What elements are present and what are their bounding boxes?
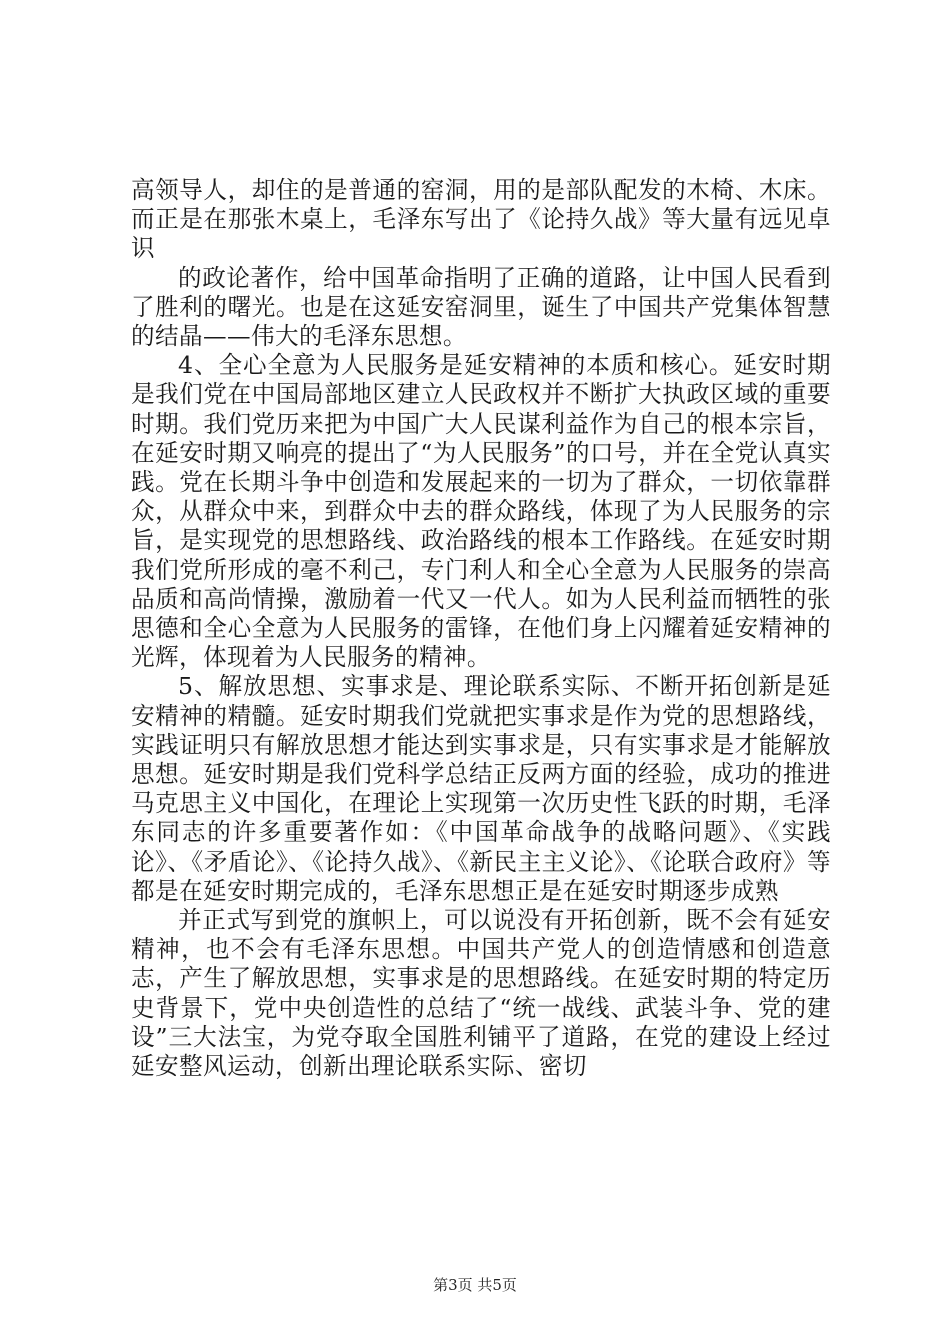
- paragraph: 并正式写到党的旗帜上，可以说没有开拓创新，既不会有延安精神，也不会有毛泽东思想。中国共产党人的创造情感和创造意志，产生了解放思想，实事求是的思想路线。在延安时期的特定历史背景下，党中央创造性的总结了“统一战线、武装斗争、党的建设”三大法宝，为党夺取全国胜利铺平了道路，在党的建设上经过延安整风运动，创新出理论联系实际、密切: [131, 906, 831, 1081]
- document-body: [131, 176, 831, 1081]
- paragraph-continuation: 高领导人，却住的是普通的窑洞，用的是部队配发的木椅、木床。而正是在那张木桌上，毛泽东写出了《论持久战》等大量有远见卓识: [131, 176, 831, 263]
- paragraph: 的政论著作，给中国革命指明了正确的道路，让中国人民看到了胜利的曙光。也是在这延安窑洞里，诞生了中国共产党集体智慧的结晶——伟大的毛泽东思想。: [131, 263, 831, 351]
- paragraph-point-4: 4、全心全意为人民服务是延安精神的本质和核心。延安时期是我们党在中国局部地区建立人民政权并不断扩大执政区域的重要时期。我们党历来把为中国广大人民谋利益作为自己的根本宗旨，在延安时期又响亮的提出了“为人民服务”的口号，并在全党认真实践。党在长期斗争中创造和发展起来的一切为了群众，一切依靠群众，从群众中来，到群众中去的群众路线，体现了为人民服务的宗旨，是实现党的思想路线、政治路线的根本工作路线。在延安时期我们党所形成的毫不利己，专门利人和全心全意为人民服务的崇高品质和高尚情操，激励着一代又一代人。如为人民利益而牺牲的张思德和全心全意为人民服务的雷锋，在他们身上闪耀着延安精神的光辉，体现着为人民服务的精神。: [131, 351, 831, 672]
- page-number-footer: 第3页 共5页: [433, 1276, 517, 1294]
- paragraph-point-5: 5、解放思想、实事求是、理论联系实际、不断开拓创新是延安精神的精髓。延安时期我们党就把实事求是作为党的思想路线，实践证明只有解放思想才能达到实事求是，只有实事求是才能解放思想。延安时期是我们党科学总结正反两方面的经验，成功的推进马克思主义中国化，在理论上实现第一次历史性飞跃的时期，毛泽东同志的许多重要著作如：《中国革命战争的战略问题》、《实践论》、《矛盾论》、《论持久战》、《新民主主义论》、《论联合政府》等都是在延安时期完成的，毛泽东思想正是在延安时期逐步成熟: [131, 672, 831, 905]
